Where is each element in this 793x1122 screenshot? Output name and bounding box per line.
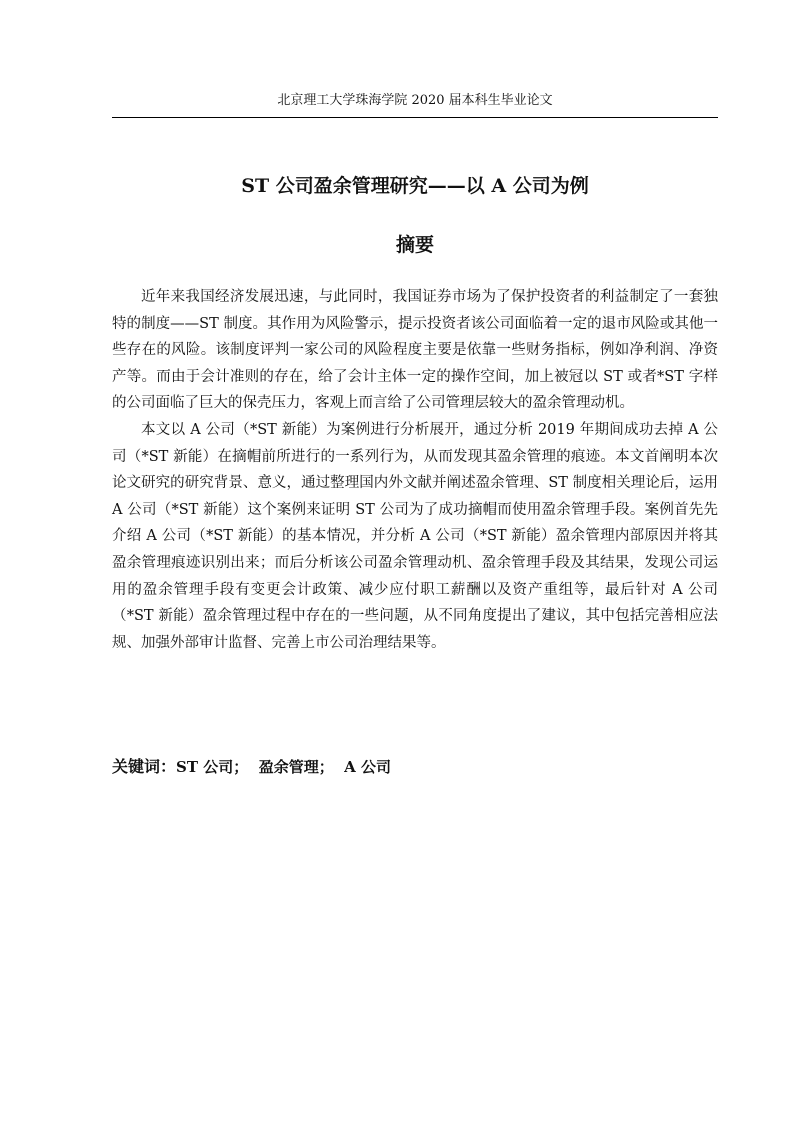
abstract-paragraph-1: 近年来我国经济发展迅速，与此同时，我国证券市场为了保护投资者的利益制定了一套独特的制度——ST 制度。其作用为风险警示，提示投资者该公司面临着一定的退市风险或其他一些存在的风险。该制度评判一家公司的风险程度主要是依靠一些财务指标，例如净利润、净资产等。而由于会计准则的存在，给了会计主体一定的操作空间，加上被冠以 ST 或者*ST 字样的公司面临了巨大的保壳压力，客观上而言给了公司管理层较大的盈余管理动机。 — [112, 289, 718, 412]
abstract-body — [112, 284, 718, 656]
abstract-heading: 摘要 — [395, 234, 434, 256]
keywords-line — [112, 754, 718, 780]
keyword-3: A 公司 — [344, 758, 392, 776]
keyword-1: ST 公司； — [176, 758, 249, 776]
header-rule — [112, 117, 718, 118]
abstract-paragraph-2: 本文以 A 公司（*ST 新能）为案例进行分析展开，通过分析 2019 年期间成功去掉 A 公司（*ST 新能）在摘帽前所进行的一系列行为，从而发现其盈余管理的痕迹。本文首阐明本次论文研究的研究背景、意义，通过整理国内外文献并阐述盈余管理、ST 制度相关理论后，运用 A 公司（*ST 新能）这个案例来证明 ST 公司为了成功摘帽而使用盈余管理手段。案例首先先介绍 A 公司（*ST 新能）的基本情况，并分析 A 公司（*ST 新能）盈余管理内部原因并将其盈余管理痕迹识别出来；而后分析该公司盈余管理动机、盈余管理手段及其结果，发现公司运用的盈余管理手段有变更会计政策、减少应付职工薪酬以及资产重组等，最后针对 A 公司（*ST 新能）盈余管理过程中存在的一些问题，从不同角度提出了建议，其中包括完善相应法规、加强外部审计监督、完善上市公司治理结果等。 — [112, 421, 718, 651]
keyword-2: 盈余管理； — [258, 758, 334, 776]
keywords-label: 关键词： — [112, 757, 177, 776]
paper-title: ST 公司盈余管理研究——以 A 公司为例 — [241, 175, 589, 197]
running-header: 北京理工大学珠海学院 2020 届本科生毕业论文 — [277, 93, 553, 108]
